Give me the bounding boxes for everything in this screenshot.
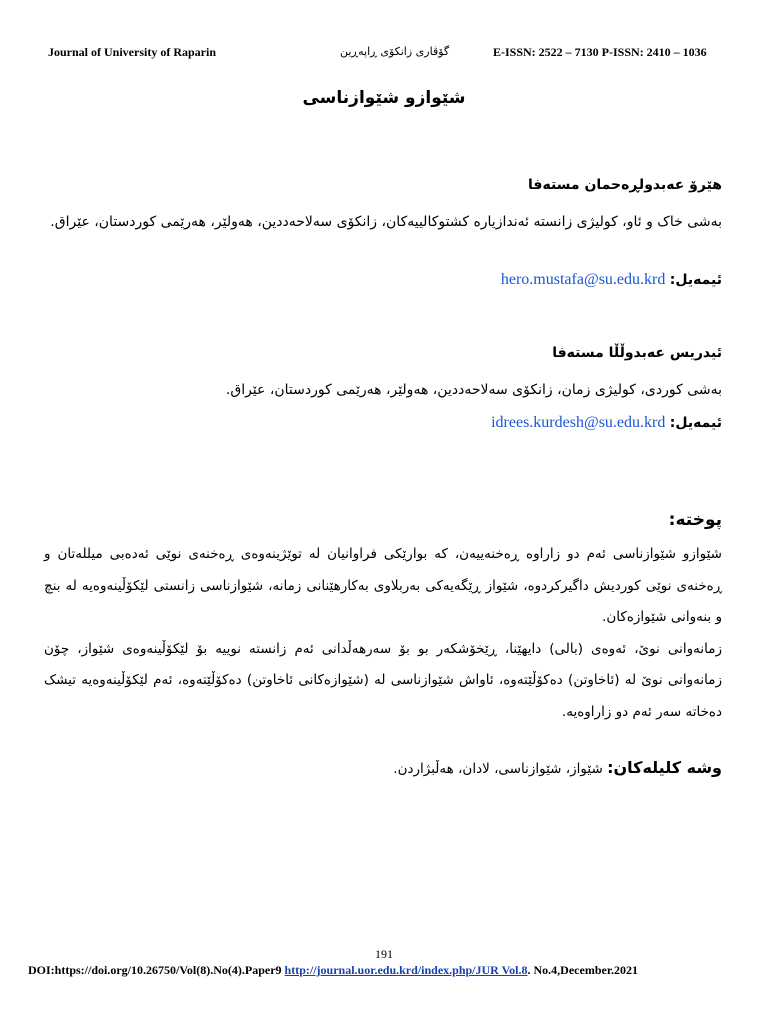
author-1-affiliation: بەشی خاک و ئاو، کولیژی زانستە ئەندازیارە کشتوکالییەکان، زانکۆی سەلاحەددین، هەولێر، هەرێمی کوردستان، عێراق. [50,214,722,230]
author-1-name: هێرۆ عەبدولڕەحمان مستەفا [528,177,722,193]
author-2-affiliation: بەشی کوردی، کولیژی زمان، زانکۆی سەلاحەددین، هەولێر، هەرێمی کوردستان، عێراق. [225,382,722,398]
author-2-name: ئیدریس عەبدوڵڵا مستەفا [552,345,722,361]
footer-journal-link[interactable]: http://journal.uor.edu.krd/index.php/JUR Vol.8 [284,963,528,977]
page-number: 191 [375,947,393,961]
footer-doi: DOI:https://doi.org/10.26750/Vol(8).No(4).Paper9 [28,963,282,977]
journal-name-en: Journal of University of Raparin [48,45,216,59]
footer-issue: . No.4,December.2021 [527,963,639,977]
issn-info: E-ISSN: 2522 – 7130 P-ISSN: 2410 – 1036 [493,45,707,59]
keywords-line [44,758,722,777]
abstract-paragraph-1: شێوازو شێوازناسی ئەم دو زاراوە ڕەخنەییەن، کە بوارێکی فراوانیان لە توێژینەوەی ڕەخنەی نوێی ئەدەبی میللەتان و ڕەخنەی نوێی کوردیش داگیرکردوە، شێواز ڕێگەیەکی بەربلاوی بەکارهێنانی زمانە، شێوازناسی زانستی لێکۆڵینەوەیە لە بنچ و بنەوانی شێوازەکان. [44,546,722,625]
email-label: ئیمەیل: [669,415,722,431]
keywords-text: شێواز، شێوازناسی، لادان، هەڵبژاردن. [393,761,603,777]
author-2-email-line [44,414,722,432]
email-label: ئیمەیل: [669,272,722,288]
abstract-body [44,539,722,728]
page-footer [28,963,748,978]
author-1-email-line [44,271,722,289]
abstract-heading: پوختە: [668,510,722,530]
journal-name-ku: گۆڤاری زانکۆی ڕاپەڕین [340,45,450,58]
paper-title: شێوازو شێوازناسی [302,88,466,108]
author-2-email-link[interactable]: idrees.kurdesh@su.edu.krd [491,414,666,431]
keywords-label: وشە کلیلەکان: [607,758,722,777]
author-1-email-link[interactable]: hero.mustafa@su.edu.krd [500,271,666,288]
abstract-paragraph-2: زمانەوانی نوێ، ئەوەی (بالی) دایهێنا، ڕێخۆشکەر بو بۆ سەرهەڵدانی ئەم زانستە نوییە بۆ لێکۆڵینەوەی شێواز، چۆن زمانەوانی نوێ لە (ئاخاوتن) دەکۆڵێتەوە، ئاواش شێوازناسی لە (شێوازەکانی ئاخاوتن) دەکۆڵێتەوە، ئەم لێکۆڵینەوەیە تیشک دەخاتە سەر ئەم دو زاراوەیە. [44,640,722,720]
